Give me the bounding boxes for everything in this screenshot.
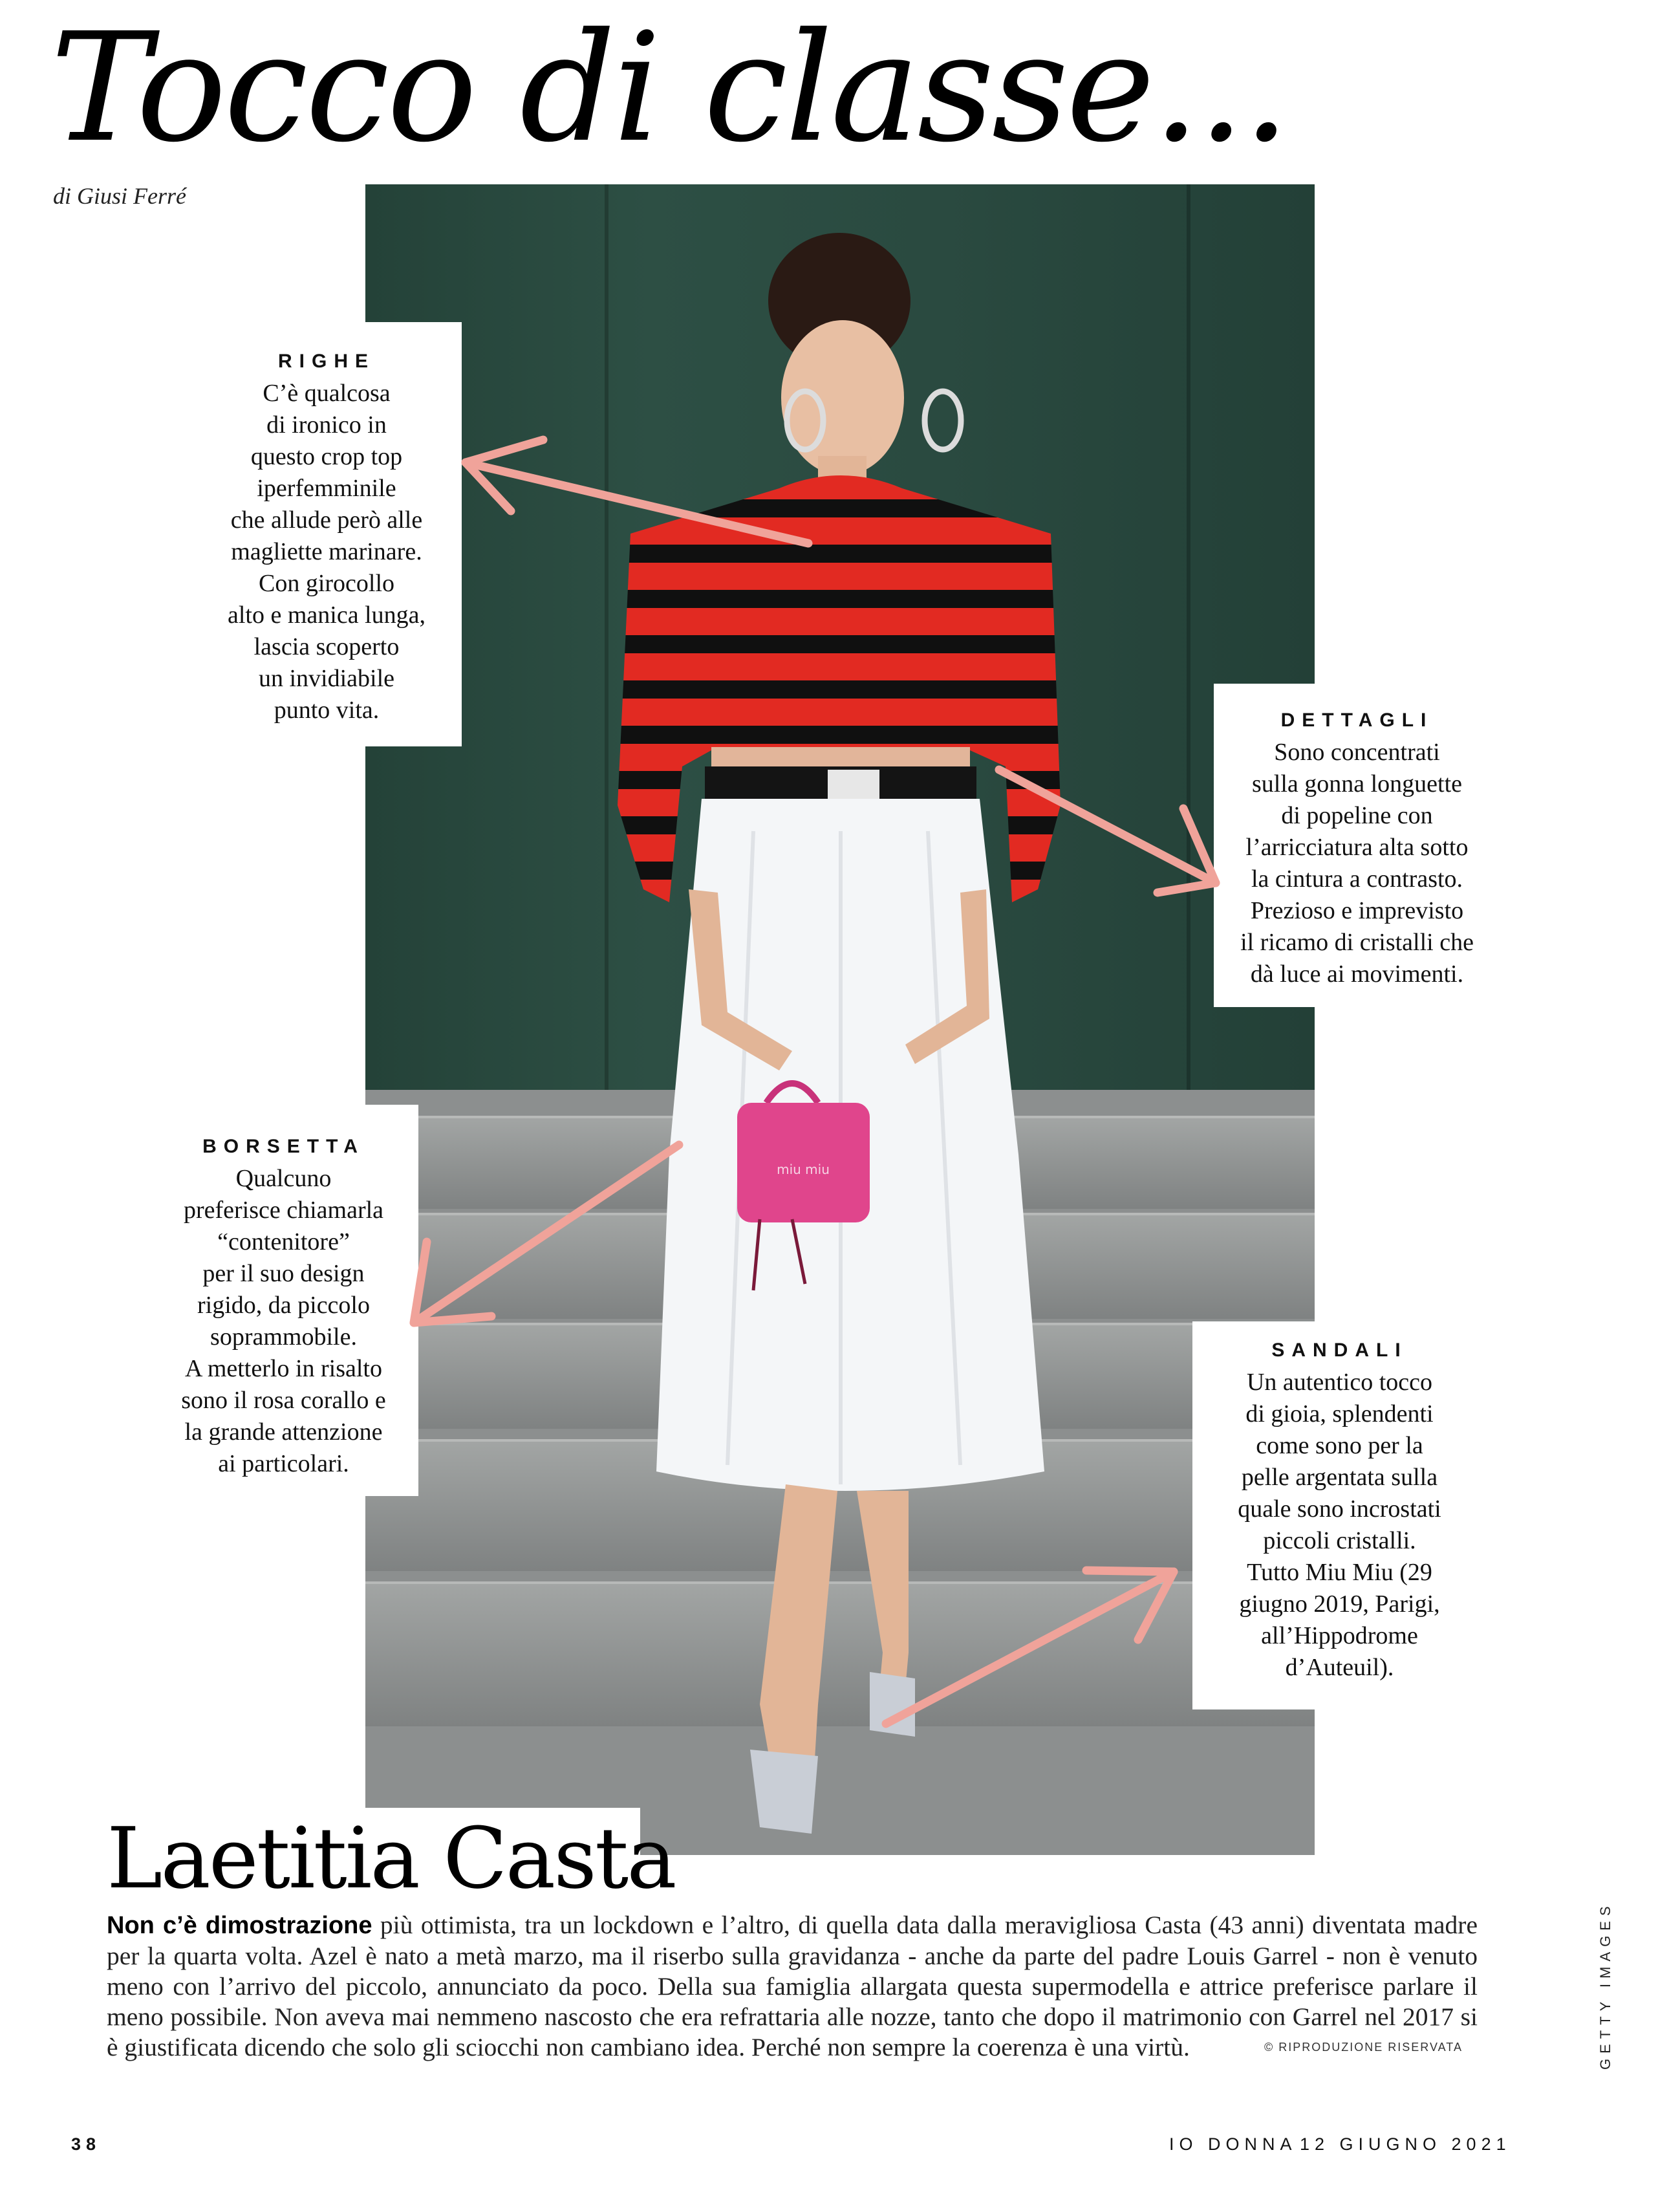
woman-figure (365, 184, 1315, 1855)
main-photo (365, 184, 1315, 1855)
issue-date: 12 GIUGNO 2021 (1300, 2134, 1511, 2154)
note-borsetta-text: Qualcuno preferisce chiamarla “contenitore” per il suo design rigido, da piccolo soprammobile. A metterlo in risalto sono il rosa corallo e la grande attenzione ai particolari. (181, 1165, 386, 1477)
note-righe-label: RIGHE (277, 351, 375, 372)
note-righe-text: C’è qualcosa di ironico in questo crop top iperfemminile che allude però alle magliette marinare. Con girocollo alto e manica lunga, lascia scoperto un invidiabile punto vita. (228, 380, 425, 724)
note-sandali-text: Un autentico tocco di gioia, splendenti come sono per la pelle argentata sulla quale sono incrostati piccoli cristalli. Tutto Miu Miu (29 giugno 2019, Parigi, all’Hippodrome d’Auteuil). (1238, 1369, 1441, 1681)
byline: di Giusi Ferré (53, 183, 186, 209)
magazine-name: IO DONNA (1169, 2134, 1297, 2154)
photo-credit: GETTY IMAGES (1597, 1901, 1613, 2070)
note-dettagli-label: DETTAGLI (1280, 710, 1434, 731)
copyright-notice: © RIPRODUZIONE RISERVATA (1264, 2041, 1463, 2054)
page-number: 38 (71, 2134, 102, 2154)
article-body (107, 1910, 1478, 2063)
note-righe (191, 322, 462, 746)
note-borsetta-label: BORSETTA (202, 1136, 365, 1157)
headline: Tocco di classe... (50, 1, 1288, 175)
article-text: più ottimista, tra un lockdown e l’altro, di quella data dalla meravigliosa Casta (43 anni) diventata madre per la quarta volta. Azel è nato a metà marzo, ma il riserbo sulla gravidanza - anche da parte del padre Louis Garrel - non è venuto meno con l’arrivo del piccolo, annunciato da poco. Della sua famiglia allargata questa supermodella e attrice preferisce parlare il meno possibile. Non aveva mai nemmeno nascosto che era refrattaria alle nozze, tanto che dopo il matrimonio con Garrel nel 2017 si è giustificata dicendo che solo gli sciocchi non cambiano idea. Perché non sempre la coerenza è una virtù. (107, 1911, 1478, 2061)
note-dettagli-text: Sono concentrati sulla gonna longuette di popeline con l’arricciatura alta sotto la cintura a contrasto. Prezioso e imprevisto il ricamo di cristalli che dà luce ai movimenti. (1240, 739, 1474, 988)
article-lead: Non c’è dimostrazione (107, 1912, 372, 1939)
bag-logo: miu miu (777, 1162, 830, 1177)
note-dettagli (1214, 684, 1500, 1007)
note-borsetta (149, 1105, 418, 1496)
note-sandali-label: SANDALI (1271, 1340, 1408, 1361)
note-sandali (1192, 1321, 1487, 1709)
celebrity-name: Laetitia Casta (107, 1809, 675, 1907)
